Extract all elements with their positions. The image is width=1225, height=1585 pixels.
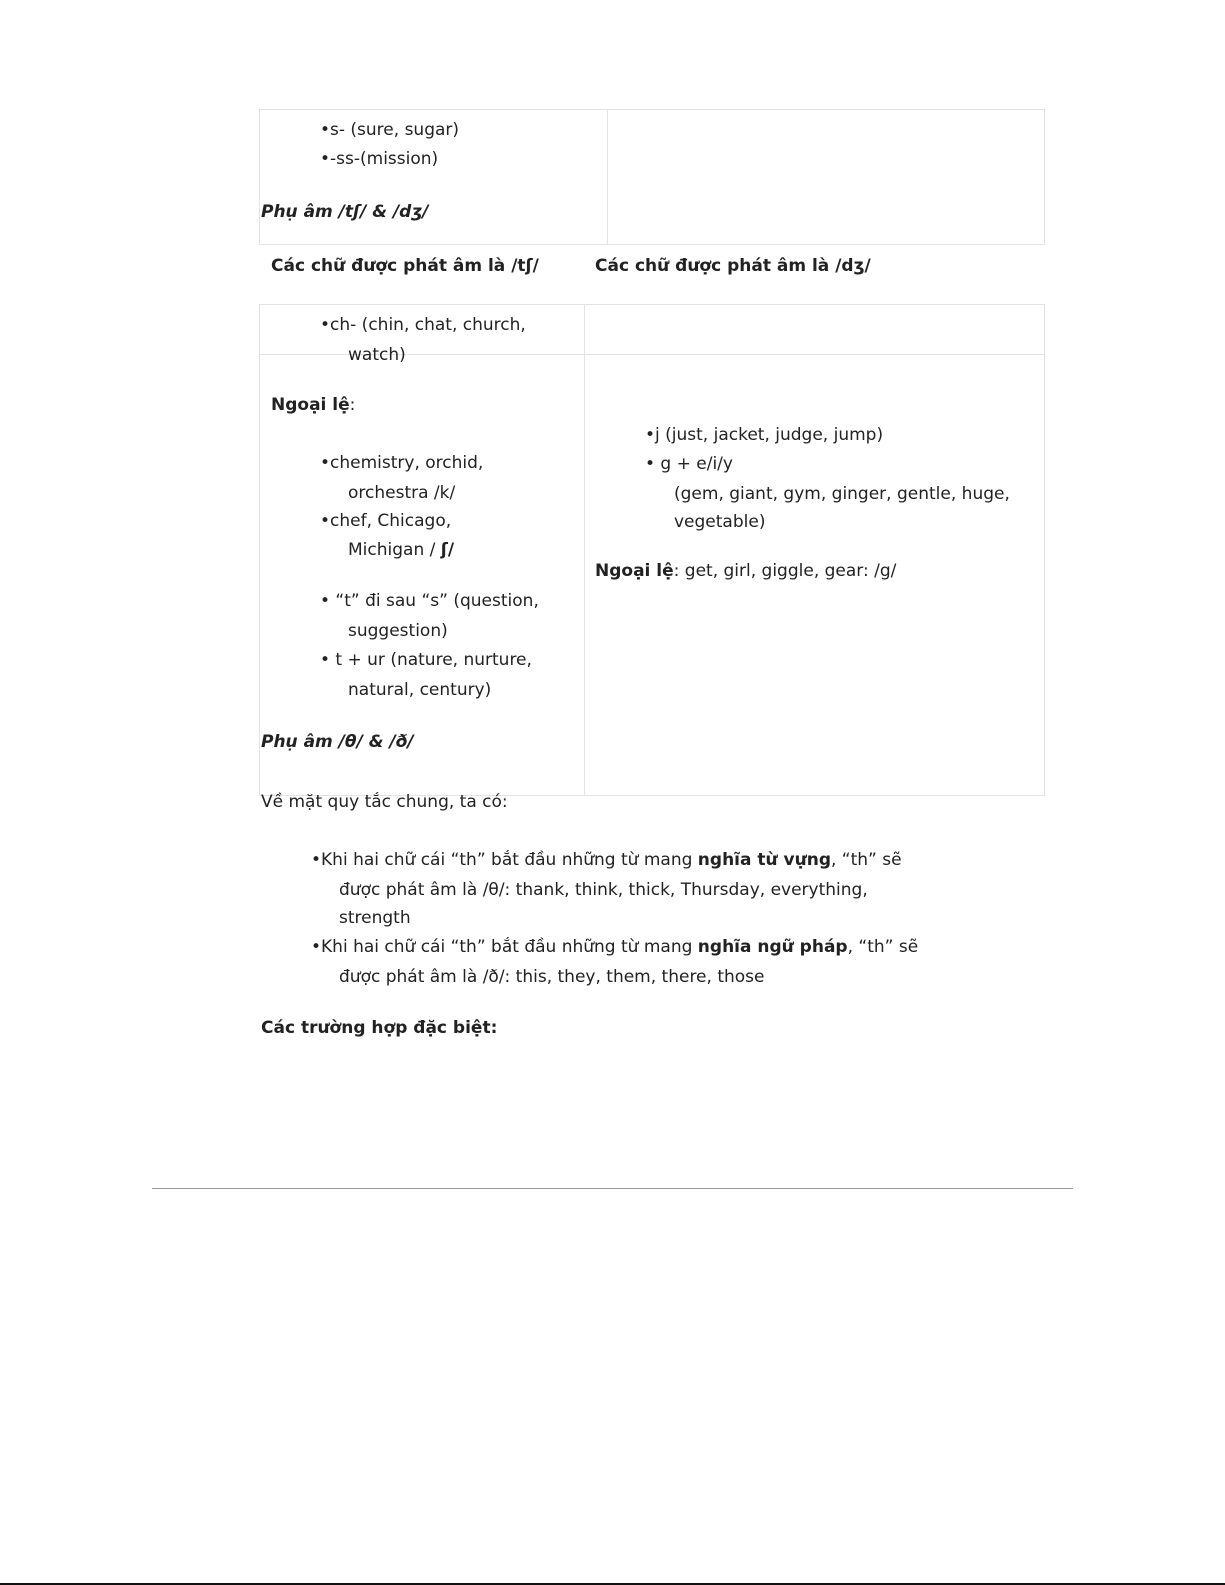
exception-t-after-s: • “t” đi sau “s” (question, [320, 591, 539, 611]
table-2-divider [584, 304, 585, 796]
table-1-item-s: •s- (sure, sugar) [320, 120, 460, 140]
j-rule: •j (just, jacket, judge, jump) [645, 425, 884, 445]
exception-chef-cont [348, 542, 454, 559]
rule-lexical-bold: nghĩa từ vựng [697, 850, 831, 870]
exception-label-right: Ngoại lệ [595, 561, 674, 581]
rule-grammatical-bold: nghĩa ngữ pháp [697, 937, 848, 957]
exception-colon: : [349, 395, 356, 415]
rule-lexical-cont: được phát âm là /θ/: thank, think, thick, Thursday, everything, [339, 880, 868, 900]
exception-t-ur-cont: natural, century) [348, 680, 492, 700]
g-rule: • g + e/i/y [645, 454, 733, 474]
page-footer-rule [152, 1188, 1073, 1189]
exception-label-left [271, 397, 355, 414]
exception-chemistry: •chemistry, orchid, [320, 453, 484, 473]
rule-grammatical-cont: được phát âm là /ð/: this, they, them, there, those [339, 967, 765, 987]
rule-lexical-post: , “th” sẽ [831, 850, 902, 870]
column-header-dzh: Các chữ được phát âm là /dʒ/ [595, 256, 871, 276]
g-rule-examples: (gem, giant, gym, ginger, gentle, huge, [674, 484, 1010, 504]
g-rule-examples-cont: vegetable) [674, 512, 766, 532]
intro-text: Về mặt quy tắc chung, ta có: [261, 792, 508, 812]
exception-chef: •chef, Chicago, [320, 511, 452, 531]
rule-lexical [311, 852, 902, 869]
rule-grammatical-post: , “th” sẽ [847, 937, 919, 957]
exception-right-text: : get, girl, giggle, gear: /g/ [673, 561, 897, 581]
rule-grammatical [311, 939, 918, 956]
exception-right [595, 563, 896, 580]
column-header-tsh: Các chữ được phát âm là /tʃ/ [271, 256, 539, 276]
section-heading-tsh-dzh: Phụ âm /tʃ/ & /dʒ/ [261, 202, 429, 222]
exception-label-text: Ngoại lệ [271, 395, 350, 415]
exception-chef-symbol: ʃ/ [440, 540, 455, 560]
rule-grammatical-pre: •Khi hai chữ cái “th” bắt đầu những từ mang [311, 937, 698, 957]
exception-chemistry-cont: orchestra /k/ [348, 483, 456, 503]
section-heading-theta-eth: Phụ âm /θ/ & /ð/ [261, 732, 414, 752]
ch-rule: •ch- (chin, chat, church, [320, 315, 526, 335]
rule-lexical-pre: •Khi hai chữ cái “th” bắt đầu những từ mang [311, 850, 698, 870]
exception-t-after-s-cont: suggestion) [348, 621, 448, 641]
table-1-item-ss: •-ss-(mission) [320, 149, 439, 169]
rule-lexical-cont-2: strength [339, 908, 411, 928]
special-cases-heading: Các trường hợp đặc biệt: [261, 1018, 498, 1038]
exception-t-ur: • t + ur (nature, nurture, [320, 650, 532, 670]
ch-rule-cont: watch) [348, 345, 406, 365]
exception-chef-words: Michigan / [348, 540, 441, 560]
table-1-divider [607, 109, 608, 245]
